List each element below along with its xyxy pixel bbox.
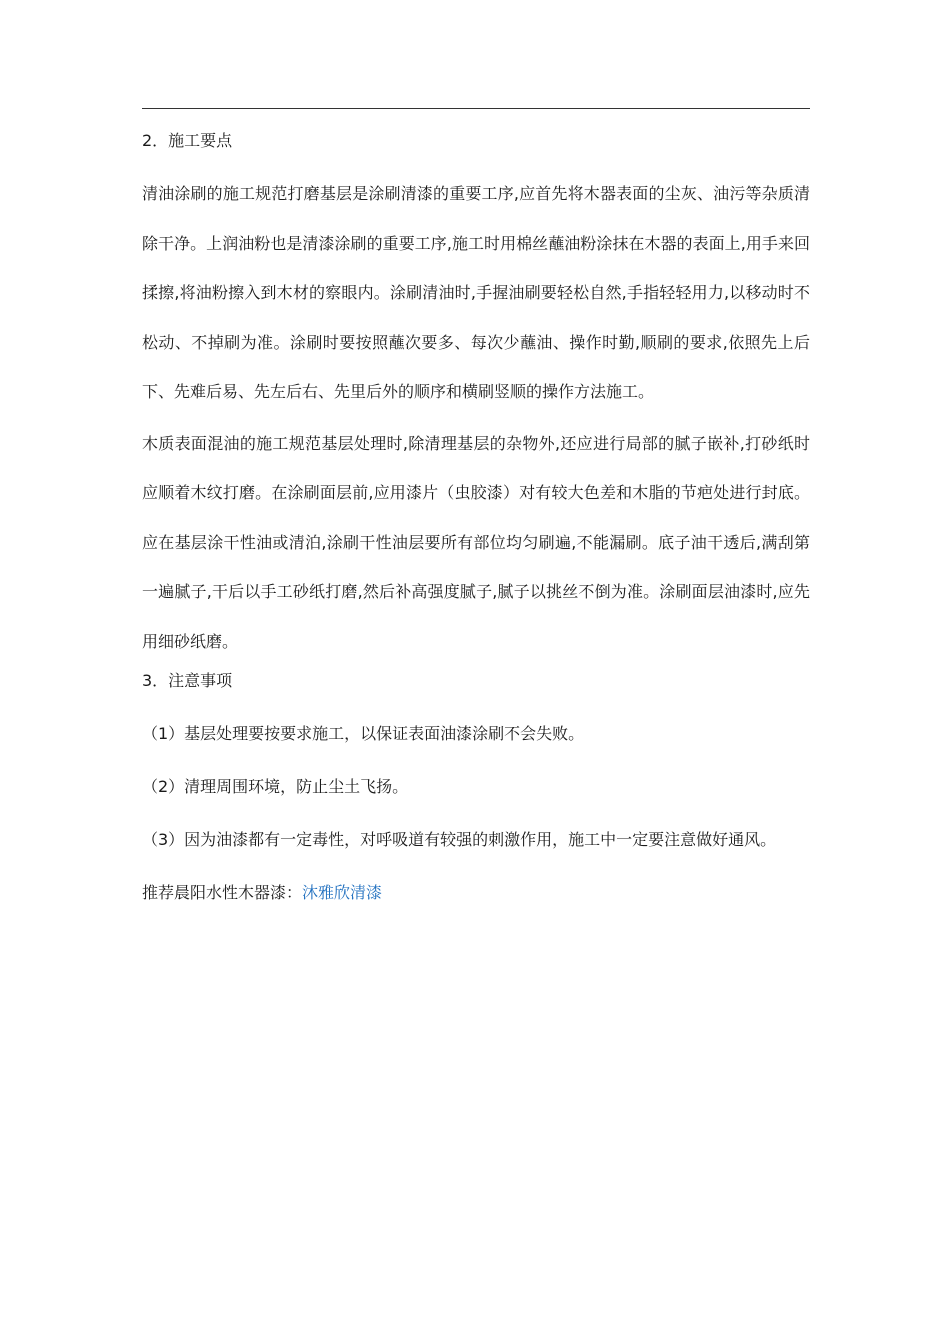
- section-2-paragraph-2: 木质表面混油的施工规范基层处理时,除清理基层的杂物外,还应进行局部的腻子嵌补,打砂纸时应顺着木纹打磨。在涂刷面层前,应用漆片（虫胶漆）对有较大色差和木脂的节疤处进行封底。应在基层涂干性油或清泊,涂刷干性油层要所有部位均匀刷遍,不能漏刷。底子油干透后,满刮第一遍腻子,干后以手工砂纸打磨,然后补高强度腻子,腻子以挑丝不倒为准。涂刷面层油漆时,应先用细砂纸磨。: [142, 433, 810, 651]
- recommendation-line: [142, 880, 810, 906]
- product-link[interactable]: 沐雅欣清漆: [302, 883, 383, 902]
- section-2-heading: 2．施工要点: [142, 131, 233, 150]
- header-divider: [142, 108, 810, 109]
- note-item-2: （2）清理周围环境，防止尘土飞扬。: [142, 777, 409, 796]
- section-3-heading: 3．注意事项: [142, 671, 233, 690]
- note-item-3: （3）因为油漆都有一定毒性，对呼吸道有较强的刺激作用，施工中一定要注意做好通风。: [142, 830, 777, 849]
- recommendation-label: 推荐晨阳水性木器漆：: [142, 883, 303, 902]
- section-2-paragraph-1: 清油涂刷的施工规范打磨基层是涂刷清漆的重要工序,应首先将木器表面的尘灰、油污等杂质清除干净。上润油粉也是清漆涂刷的重要工序,施工时用棉丝蘸油粉涂抹在木器的表面上,用手来回揉擦,将油粉擦入到木材的察眼内。涂刷清油时,手握油刷要轻松自然,手指轻轻用力,以移动时不松动、不掉刷为准。涂刷时要按照蘸次要多、每次少蘸油、操作时勤,顺刷的要求,依照先上后下、先难后易、先左后右、先里后外的顺序和横刷竖顺的操作方法施工。: [142, 184, 810, 401]
- document-body: [142, 128, 810, 906]
- note-item-1: （1）基层处理要按要求施工，以保证表面油漆涂刷不会失败。: [142, 724, 585, 743]
